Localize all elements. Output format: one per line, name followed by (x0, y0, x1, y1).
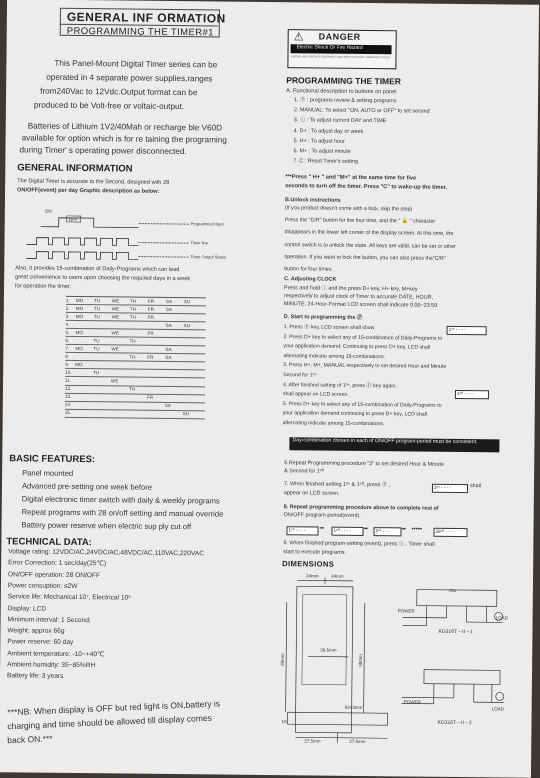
techlist-item: Ambient temperature: -10~+40℃ (7, 650, 104, 658)
day-table-cell: SA (165, 355, 171, 360)
danger-label (287, 29, 396, 69)
day-table-cell: TH (129, 354, 135, 359)
startlist-item: your application demand continuing to press D+ key, LCD shall (283, 412, 427, 419)
day-table-index: 9. (65, 362, 69, 367)
unlocklist-item: button for four times. (284, 267, 333, 273)
unlocklist-item: operation. If you want to lock the button, you can also press the"C/R" (284, 255, 445, 263)
btnlist-item: 6. M+ : To adjust minute (293, 149, 350, 156)
general-information-heading: GENERAL INFORMATION (17, 163, 132, 175)
day-table-index: 3. (66, 313, 70, 318)
day-table-index: 5. (66, 330, 70, 335)
note-line: back ON.*** (7, 734, 53, 745)
startlist-item: 1. Press Ⓟ key, LCD screen shall show (284, 325, 375, 332)
chain-box: 28ᵒᶠᶠ - - - - (433, 528, 467, 537)
day-table-cell: TU (93, 346, 99, 351)
day-table-index: 1. (66, 297, 70, 302)
day-table-cell: SA (165, 403, 171, 408)
techlist-item: Power reserve: 60 day (7, 639, 73, 647)
startlist-item: 4. After finished setting of 1ᵒⁿ, press Ⓟ key again, (283, 383, 397, 390)
left-subtitle: PROGRAMMING THE TIMER#1 (67, 27, 214, 39)
day-table-index: 7. (65, 346, 69, 351)
battery-line: available for option which is for re taining the programing (22, 133, 227, 144)
startlist-item: shall appear on LCD screen. (283, 392, 349, 398)
intro-line: from240Vac to 12Vdc.Output format can be (40, 87, 197, 98)
startlist-item: your application demand. Continuing to press D+ key, LCD shall (283, 344, 430, 351)
clock-heading: C. Adjusting CLOCK (284, 277, 336, 283)
consistency-warning-text: Day-combination chosen in each of ON/OFF program-period must be consistent. (292, 438, 492, 446)
step6-line: & Second for 1ᵒᶠᶠ (284, 469, 324, 475)
lcd-display-2on: 2ᵒⁿ - - - - (432, 484, 468, 493)
startlist-item: alternating indicate among 15-combinations. (283, 354, 385, 361)
unlocklist-item: disappears in the lower left corner of the display screen. At this time, the (285, 231, 454, 239)
day-table-index: 4. (66, 322, 70, 327)
dim-small: 10 (281, 720, 286, 725)
features-list (7, 0, 539, 5)
unlocklist-item: (If you product doesn't come with a lock, skip the step) (285, 206, 412, 213)
day-table-cell: WE (112, 306, 119, 311)
day-table-cell: WE (111, 378, 118, 383)
techlist-item: Minimum interval: 1 Second; (8, 616, 91, 624)
day-table-cell: TH (130, 306, 136, 311)
chain-box: 1ᵒⁿ - - - - (286, 526, 318, 535)
day-table-cell: TH (130, 314, 136, 319)
start-programming-steps (7, 0, 539, 5)
day-table-index: 2. (66, 305, 70, 310)
day-table-cell: TH (129, 338, 135, 343)
warning-triangle-icon: ⚠ (294, 31, 304, 43)
feature-item: Repeat programs with 28 on/off setting and manual override (22, 508, 224, 518)
day-table-cell: TU (94, 306, 100, 311)
battery-line: Batteries of Lithium 1V2/40Mah or recharge ble V60D (28, 121, 222, 132)
step9-line: 9. When finished program-setting (event), press ⓘ . Timer shall (283, 541, 434, 549)
btnlist-item: 3. ⓘ : To adjust current DAY and TIME (294, 119, 387, 126)
day-table-cell: WE (112, 298, 119, 303)
step9-line: start to execute programs. (283, 550, 346, 557)
intro-line: This Panel-Mount Digital Timer series can be (54, 59, 217, 70)
chain-box: 2ᵒⁿ - - - (373, 527, 401, 536)
startlist-item: alternating indicate among 15-combinations. (283, 421, 385, 428)
day-table-cell: TU (94, 314, 100, 319)
wiring-diagram-1 (7, 0, 539, 5)
day-table-cell: TU (93, 370, 99, 375)
startlist-item: 5. Press D+ key to select any of 15-combination of Daily-Programs to (283, 402, 442, 409)
step7-line: 7. When finished setting 1ᵒⁿ & 1ᵒᶠᶠ, press Ⓟ , (284, 482, 390, 489)
techlist-item: Battery life: 3 years (7, 673, 64, 681)
wave-off-label: OFF (69, 218, 78, 223)
wiring-diagram-2 (7, 0, 539, 5)
dim-middle: 36.5mm (320, 649, 336, 654)
unlock-heading: B.Unlock instructions (285, 198, 341, 205)
day-table-cell: SU (184, 299, 190, 304)
clock-line: respectively to adjust clock of Timer to accurate DATE, HOUR, (284, 294, 433, 301)
waveform-diagram (7, 0, 539, 5)
chain-box: 1ᵒᶠᶠ - - - - (331, 527, 363, 536)
step6-line: 6.Repeat Programming procedure "3" to set desired Hour & Minute (284, 461, 444, 469)
day-table-cell: MO (76, 330, 83, 335)
day-table-cell: MO (75, 346, 82, 351)
feature-item: Digital electronic timer switch with daily & weekly programs (22, 495, 220, 505)
day-table-cell: WE (112, 314, 119, 319)
lcd-display-1on: 1ᵒⁿ - - - - (447, 326, 487, 335)
dimension-drawing (7, 0, 539, 5)
gi-text: ON/OFF(event) per day Graphic description as below: (17, 187, 159, 195)
intro-paragraph (7, 0, 539, 5)
note-line: charging and time should be allowed till display comes (7, 714, 212, 732)
startlist-item: Second for 1ᵒⁿ (283, 373, 316, 379)
day-table-row (65, 410, 205, 420)
combo-text: great convenience to users upon choosing the required days in a week (15, 274, 190, 282)
wiring-model-2: KG316T－II－2 (437, 721, 471, 727)
unlocklist-item: control switch is to unlock the state. All keys are valid, can be set or other (284, 243, 455, 251)
combo-text: for operation the timer. (15, 283, 71, 290)
intro-line: operated in 4 separate power supplies,ranges (46, 73, 212, 84)
day-table-cell: TH (129, 387, 135, 392)
day-table-cell: WE (111, 346, 118, 351)
press-note-line: ***Press " H+ " and "M+" at the same time for five (285, 174, 416, 182)
dimensions-heading: DIMENSIONS (282, 560, 334, 569)
technical-data-list (7, 0, 539, 5)
dim-bottom-right: 27.5mm (349, 740, 365, 745)
dim-side: 63×3mm (345, 706, 363, 711)
day-table-cell: SA (165, 347, 171, 352)
day-table-index: 14. (65, 402, 71, 407)
arrow-right-icon: ➡ (319, 527, 324, 533)
day-table-cell: MO (76, 297, 83, 302)
feature-item: Battery power reserve when electric sup ply cut off (22, 521, 192, 531)
gi-text: The Digital Timer is accurate to the Second, designed with 28 (17, 178, 169, 186)
wiring-load-label: LOAD (496, 616, 508, 621)
day-table-index: 15. (65, 410, 71, 415)
feature-item: Panel mounted (22, 469, 73, 478)
day-table-cell: FR (148, 306, 154, 311)
step8-line: ON/OFF program-period(event). (284, 513, 361, 520)
step8-line: 8. Repeat programming procedure above to complete rest of (284, 505, 439, 513)
wiring-load-label: LOAD (492, 707, 504, 712)
clock-line: Press and hold ⓘ and the press D+ key, H+ key, M+key (284, 286, 418, 293)
battery-line: during Timer' s operating power disconnected. (19, 145, 186, 156)
techlist-item: Display: LCD (8, 605, 47, 613)
day-table-index: 13. (65, 394, 71, 399)
btnlist-item: 1. Ⓟ : programs review & setting programs (294, 98, 397, 105)
dim-bottom-left: 27.5mm (304, 739, 320, 744)
wiring-power-label: POWER (404, 700, 421, 705)
consistency-warning-bar (289, 437, 499, 452)
day-table-cell: MO (76, 306, 83, 311)
feature-item: Advanced pre-setting one week before (22, 482, 152, 492)
intro-line: produced to be Volt-free or voltaic-output. (34, 101, 184, 112)
day-table-index: 6. (65, 338, 69, 343)
wiring-model-1: KG316T－II－1 (438, 630, 472, 636)
techlist-item: Error Correction: 1 sec/day(25℃) (8, 560, 106, 568)
arrow-right-icon: ➡ (363, 527, 368, 533)
btnlist-item: 2. MANUAL: To select "ON, AUTO or OFF" fo set second (294, 108, 430, 115)
day-table-cell: FR (148, 298, 154, 303)
danger-fine-print: INSTALL AND OPERATE EQUIPMENT AND SWITCH BEFORE REMOVING COVER (291, 56, 390, 60)
day-table-cell: SA (166, 298, 172, 303)
battery-note (7, 0, 539, 5)
startlist-item: 3. Press H+, M+, MANUAL respectively to set desired Hour and Minute (283, 364, 446, 371)
wiring-power-label: POWER (398, 609, 415, 614)
start-programming-heading: D. Start to programming the Ⓟ (284, 315, 363, 322)
battery-paragraph (7, 0, 539, 5)
combo-text: Also, it provides 15-combination of Daily-Programs which can lead (15, 265, 179, 273)
day-table-cell: TH (130, 298, 136, 303)
btnlist-item: 7. C : Reset Timer's setting (293, 159, 358, 166)
day-table-index: 8. (65, 354, 69, 359)
dim-width-right: 24mm (331, 575, 344, 580)
btnlist-item: 5. H+ : To adjust hour (294, 139, 345, 145)
day-table-cell: SU (183, 411, 189, 416)
techlist-item: Service life: Mechanical 10⁷, Electrical 10⁵ (8, 593, 131, 602)
dim-width-left: 24mm (306, 574, 319, 579)
functional-description-title: A. Functional description to buttons on panel (286, 88, 396, 95)
day-table-index: 12. (65, 386, 71, 391)
arrow-right-icon: ➡ (401, 527, 406, 533)
wave-programmed-label: Programmed input (191, 222, 224, 227)
technical-data-heading: TECHNICAL DATA: (6, 537, 92, 548)
day-table-cell: FR (148, 330, 154, 335)
day-table-cell: FR (147, 355, 153, 360)
techlist-item: ON/OFF operation: 28 ON/OFF (8, 571, 100, 579)
clock-line: MINUTE. 24-Hour-Format LCD screen shall indicate 0:00~23:59 (284, 302, 437, 310)
day-table-index: 10. (65, 370, 71, 375)
day-table-cell: MO (76, 314, 83, 319)
dim-height-right: 98mm (359, 654, 364, 667)
dimension-svg (277, 572, 399, 748)
left-title: GENERAL INF ORMATION (67, 11, 226, 26)
wave-timer-line-label: Timer line (190, 241, 207, 246)
day-table-cell: TU (94, 298, 100, 303)
danger-subtitle: Electric Shock Or Fire Hazard (297, 45, 363, 51)
wiring-amp-label: 25A (449, 589, 456, 593)
day-table-cell: MO (75, 362, 82, 367)
step7-line: shall (470, 484, 481, 490)
day-table-cell: FR (148, 314, 154, 319)
day-table-cell: FR (147, 395, 153, 400)
day-table-cell: SA (166, 323, 172, 328)
wave-on-label: ON (45, 210, 52, 215)
press-note-line: seconds to turn off the timer. Press "C" to wake-up the timer. (285, 183, 447, 191)
btnlist-item: 4. D+ : To adjust day or week (294, 129, 364, 136)
techlist-item: Power consuption: ≤2W (8, 582, 78, 590)
button-descriptions (7, 0, 539, 5)
dim-height-left: 95mm (281, 653, 286, 666)
chain-dots: ••••• (411, 527, 422, 534)
step7-line: appear on LCD screen. (284, 491, 340, 498)
danger-title: DANGER (319, 33, 361, 43)
startlist-item: 2. Press D+ key to select any of 15-combination of Daily-Programs to (284, 335, 443, 342)
unlocklist-item: Press the "C/R" button for the four time, and the " 🔒 " character (285, 218, 435, 225)
basic-features-heading: BASIC FEATURES: (9, 454, 95, 465)
unlock-instructions (7, 0, 539, 5)
day-table-cell: SU (184, 323, 190, 328)
program-chain (7, 0, 539, 5)
day-combination-table (65, 296, 206, 419)
day-table-cell: TU (93, 338, 99, 343)
techlist-item: Voltage rating: 12VDC/AC,24VDC/AC,48VDC/AC,110VAC,220VAC (8, 548, 204, 557)
lcd-display-1off: 1ᵒᶠᶠ - - - - (455, 390, 489, 399)
day-table-index: 11. (65, 378, 71, 383)
programming-heading: PROGRAMMING THE TIMER (286, 76, 401, 87)
techlist-item: Ambient humidity: 35~85%RH (7, 661, 95, 669)
techlist-item: Weight: approx 66g (7, 627, 64, 635)
day-table-cell: WE (112, 330, 119, 335)
note-line: ***NB: When display is OFF but red light is ON,battery is (7, 699, 220, 717)
wave-output-label: Timer Output Status (190, 255, 226, 260)
day-table-cell: SA (166, 306, 172, 311)
